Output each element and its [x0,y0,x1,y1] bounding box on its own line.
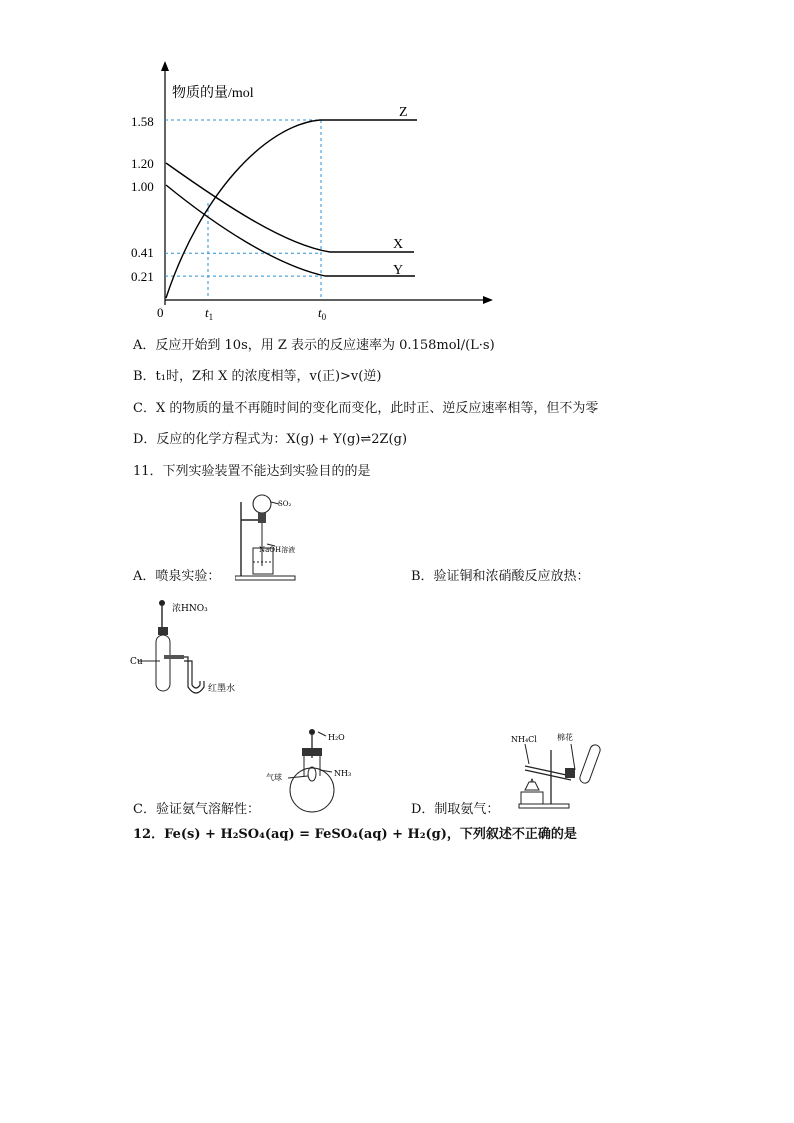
series-z-label: Z [399,105,408,120]
option-10a: A．反应开始到 10s，用 Z 表示的反应速率为 0.158mol/(L·s) [133,338,495,353]
label-h2o: H₂O [328,733,345,742]
label-cotton: 棉花 [557,733,573,742]
series-x-curve [166,163,414,252]
question-11-stem: 11．下列实验装置不能达到实验目的的是 [133,464,371,479]
label-so2: SO₂ [278,500,292,508]
y-tick-label: 1.20 [131,156,154,171]
series-x-label: X [393,237,404,252]
label-hno3: 浓HNO₃ [172,604,208,614]
fountain-apparatus-figure [235,492,315,582]
question-12-stem: 12．Fe(s) + H₂SO₄(aq) = FeSO₄(aq) + H₂(g)，下列叙述不正确的是 [133,827,577,842]
label-nh4cl: NH₄Cl [511,735,537,744]
x-tick-t0: $t_0$ [318,305,327,322]
option-10d: D．反应的化学方程式为：X(g) + Y(g)⇌2Z(g) [133,432,408,447]
y-tick-label: 0.21 [131,269,154,284]
option-11b: B．验证铜和浓硝酸反应放热： [411,569,590,584]
option-11a: A．喷泉实验： [133,569,221,584]
ammonia-solubility-apparatus-figure [262,726,362,818]
option-11d: D．制取氨气： [411,802,500,817]
label-ink: 红墨水 [208,684,236,694]
y-tick-label: 1.58 [131,114,154,129]
label-naoh: NaOH溶液 [259,546,296,554]
series-y-label: Y [393,263,404,278]
label-cu: Cu [130,657,143,667]
x-axis-arrow [483,296,493,304]
x-tick-origin: 0 [157,305,164,320]
ammonia-preparation-apparatus-figure [505,730,615,812]
y-axis-arrow [161,61,169,71]
copper-nitric-apparatus-figure [130,597,240,707]
y-tick-label: 0.41 [131,245,154,260]
label-balloon: 气球 [266,773,282,782]
amount-time-chart [125,55,505,325]
y-axis-label: 物质的量/mol [172,86,254,101]
option-10b: B．t₁时，Z和 X 的浓度相等，v(正)>v(逆) [133,369,382,384]
option-11c: C．验证氨气溶解性： [133,802,260,817]
x-tick-t1: $t_1$ [205,305,214,322]
series-z-curve [166,120,417,298]
label-nh3: NH₃ [334,769,352,778]
option-10c: C．X 的物质的量不再随时间的变化而变化，此时正、逆反应速率相等，但不为零 [133,401,599,416]
y-tick-label: 1.00 [131,179,154,194]
series-y-curve [166,185,415,276]
